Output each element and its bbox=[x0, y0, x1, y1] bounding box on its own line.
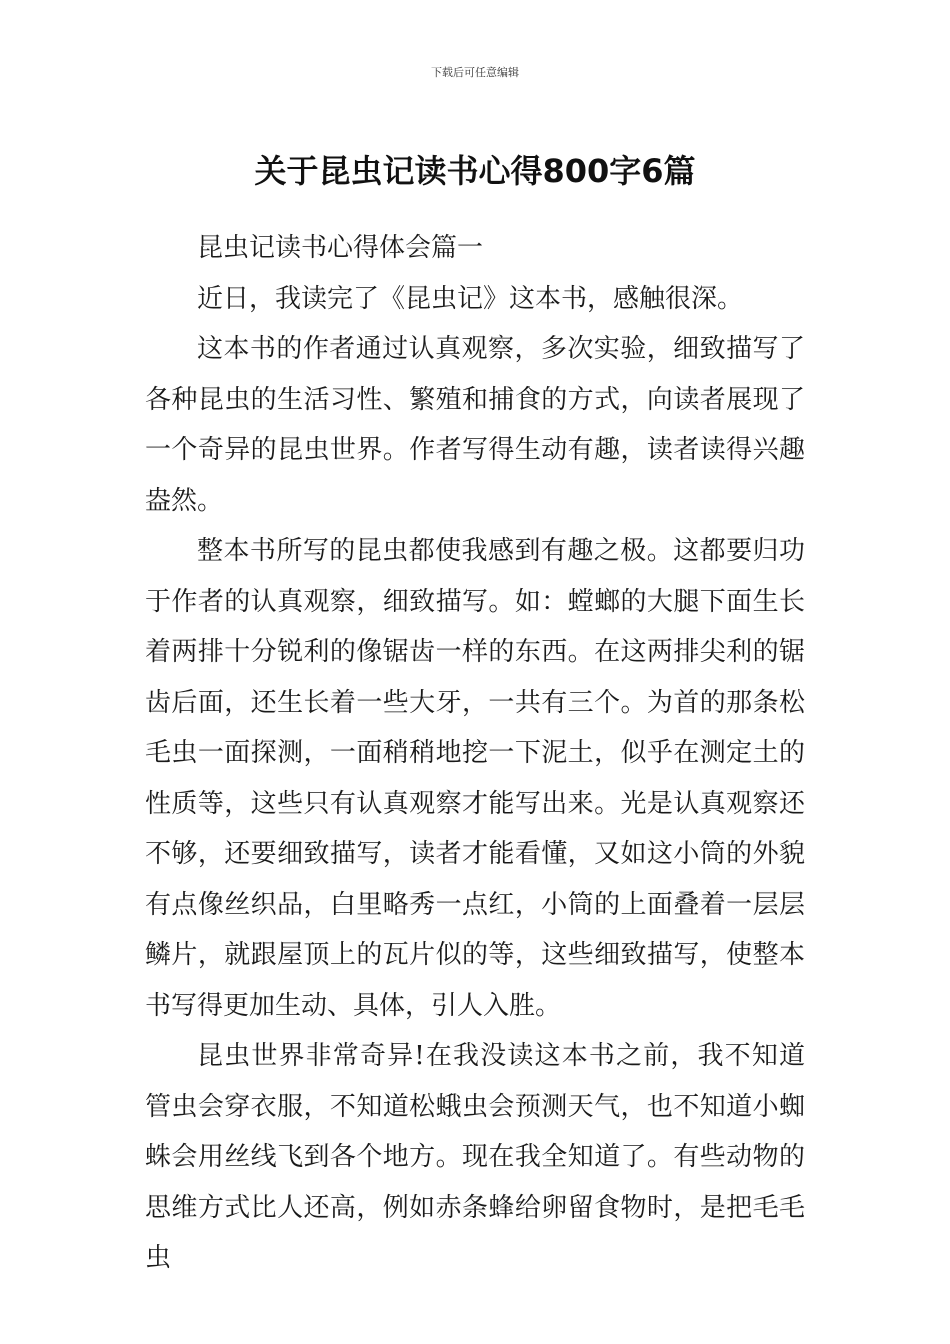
document-body bbox=[145, 223, 805, 1284]
paragraph: 昆虫世界非常奇异!在我没读这本书之前，我不知道管虫会穿衣服，不知道松蛾虫会预测天气，也不知道小蜘蛛会用丝线飞到各个地方。现在我全知道了。有些动物的思维方式比人还高，例如赤条蜂给卵留食物时，是把毛毛虫 bbox=[145, 1041, 805, 1273]
document-title: 关于昆虫记读书心得800字6篇 bbox=[254, 152, 696, 191]
paragraph: 这本书的作者通过认真观察，多次实验，细致描写了各种昆虫的生活习性、繁殖和捕食的方式，向读者展现了一个奇异的昆虫世界。作者写得生动有趣，读者读得兴趣盎然。 bbox=[145, 334, 805, 516]
section-heading: 昆虫记读书心得体会篇一 bbox=[197, 233, 484, 263]
paragraph: 整本书所写的昆虫都使我感到有趣之极。这都要归功于作者的认真观察，细致描写。如：螳螂的大腿下面生长着两排十分锐利的像锯齿一样的东西。在这两排尖利的锯齿后面，还生长着一些大牙，一共有三个。为首的那条松毛虫一面探测，一面稍稍地挖一下泥土，似乎在测定土的性质等，这些只有认真观察才能写出来。光是认真观察还不够，还要细致描写，读者才能看懂，又如这小筒的外貌有点像丝织品，白里略秀一点红，小筒的上面叠着一层层鳞片，就跟屋顶上的瓦片似的等，这些细致描写，使整本书写得更加生动、具体，引人入胜。 bbox=[145, 536, 805, 1021]
paragraph: 近日，我读完了《昆虫记》这本书，感触很深。 bbox=[197, 283, 744, 314]
page-header-note: 下载后可任意编辑 bbox=[431, 66, 519, 79]
